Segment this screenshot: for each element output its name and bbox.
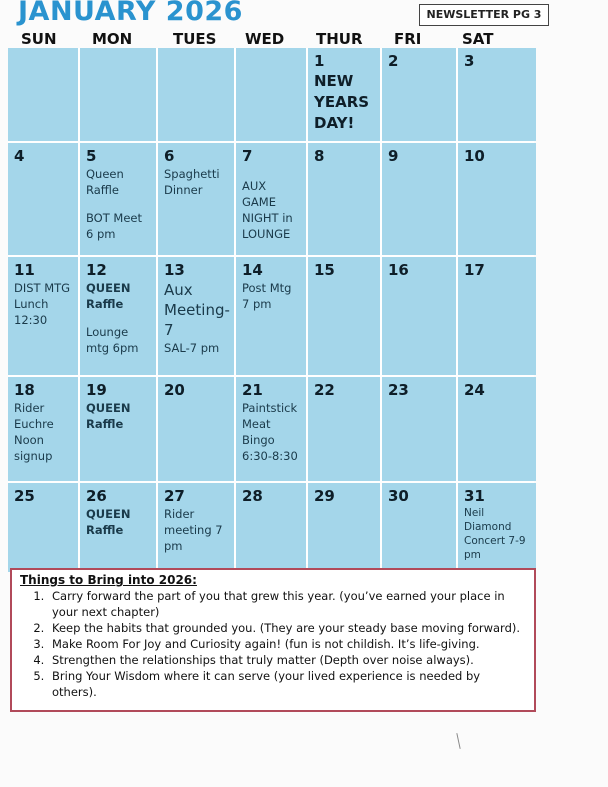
calendar-day-cell: [80, 48, 156, 141]
day-number: 5: [86, 147, 97, 165]
event-text: Queen Raffle: [86, 167, 124, 197]
newsletter-page-badge: NEWSLETTER PG 3: [419, 4, 549, 26]
event-text: QUEEN Raffle: [86, 401, 131, 431]
event-text: Post Mtg 7 pm: [242, 281, 292, 311]
calendar-day-cell: [158, 48, 234, 141]
day-number: 4: [14, 147, 25, 165]
calendar-day-cell: [458, 257, 536, 375]
event-text: BOT Meet 6 pm: [86, 211, 143, 241]
day-number: 6: [164, 147, 175, 165]
things-to-bring-box: [10, 568, 536, 712]
day-number: 18: [14, 381, 35, 399]
day-number: 12: [86, 261, 107, 279]
calendar-day-cell: [80, 257, 156, 375]
day-number: 7: [242, 147, 253, 165]
event-text: Spaghetti Dinner: [164, 167, 220, 197]
weekday-mon: MON: [92, 30, 133, 48]
event-text: NEW YEARS DAY!: [314, 72, 370, 132]
calendar-day-cell: [458, 143, 536, 255]
list-item: 3. Make Room For Joy and Curiosity again! (fun is not childish. It’s life-giving.: [48, 636, 526, 652]
event-spacer: [86, 198, 151, 210]
day-number: 14: [242, 261, 263, 279]
calendar-day-cell: [382, 257, 456, 375]
calendar-day-cell: [382, 483, 456, 572]
calendar-day-cell: [308, 48, 380, 141]
calendar-day-cell: [308, 483, 380, 572]
day-number: 20: [164, 381, 185, 399]
event-text: Paintstick Meat Bingo 6:30-8:30: [242, 401, 298, 463]
day-number: 1: [314, 52, 325, 70]
day-number: 26: [86, 487, 107, 505]
calendar-day-cell: [308, 377, 380, 481]
event-text: Rider Euchre Noon signup: [14, 401, 54, 463]
calendar-day-cell: [458, 483, 536, 572]
weekday-thur: THUR: [316, 30, 363, 48]
calendar-day-cell: [382, 377, 456, 481]
calendar-grid: [8, 48, 534, 564]
event-spacer: [86, 312, 151, 324]
event-text: Rider meeting 7 pm: [164, 507, 223, 553]
calendar-day-cell: [158, 483, 234, 572]
calendar-day-cell: [80, 483, 156, 572]
day-number: 22: [314, 381, 335, 399]
weekday-sat: SAT: [462, 30, 494, 48]
day-number: 17: [464, 261, 485, 279]
event-text: Neil Diamond Concert 7-9 pm: [464, 507, 526, 561]
list-item: 2. Keep the habits that grounded you. (They are your steady base moving forward).: [48, 620, 526, 636]
list-item: 5. Bring Your Wisdom where it can serve (your lived experience is needed by others).: [48, 668, 526, 700]
day-number: 10: [464, 147, 485, 165]
event-text: AUX GAME NIGHT in LOUNGE: [242, 179, 293, 241]
calendar-day-cell: [236, 377, 306, 481]
day-number: 29: [314, 487, 335, 505]
event-text: Lounge mtg 6pm: [86, 325, 139, 355]
things-heading: Things to Bring into 2026:: [20, 573, 197, 587]
calendar-day-cell: [158, 257, 234, 375]
calendar-day-cell: [8, 483, 78, 572]
weekday-tues: TUES: [173, 30, 217, 48]
event-text: QUEEN Raffle: [86, 281, 131, 311]
calendar-day-cell: [8, 48, 78, 141]
calendar-day-cell: [382, 48, 456, 141]
calendar-day-cell: [158, 143, 234, 255]
calendar-day-cell: [236, 483, 306, 572]
calendar-day-cell: [158, 377, 234, 481]
day-number: 16: [388, 261, 409, 279]
calendar-day-cell: [8, 257, 78, 375]
event-text: QUEEN Raffle: [86, 507, 131, 537]
pen-mark: [456, 733, 460, 749]
day-number: 28: [242, 487, 263, 505]
day-number: 25: [14, 487, 35, 505]
event-spacer: [242, 166, 301, 178]
day-number: 21: [242, 381, 263, 399]
calendar-day-cell: [458, 377, 536, 481]
day-number: 30: [388, 487, 409, 505]
things-list: [20, 588, 526, 700]
event-text: Aux Meeting-7: [164, 281, 230, 339]
weekday-sun: SUN: [21, 30, 57, 48]
calendar-day-cell: [80, 377, 156, 481]
weekday-header-row: [0, 30, 608, 48]
calendar-day-cell: [80, 143, 156, 255]
calendar-day-cell: [8, 377, 78, 481]
list-item: 1. Carry forward the part of you that grew this year. (you’ve earned your place in your next chapter): [48, 588, 526, 620]
day-number: 9: [388, 147, 399, 165]
day-number: 27: [164, 487, 185, 505]
day-number: 31: [464, 487, 485, 505]
day-number: 23: [388, 381, 409, 399]
day-number: 24: [464, 381, 485, 399]
day-number: 3: [464, 52, 475, 70]
day-number: 11: [14, 261, 35, 279]
day-number: 13: [164, 261, 185, 279]
calendar-day-cell: [236, 143, 306, 255]
calendar-day-cell: [382, 143, 456, 255]
calendar-day-cell: [8, 143, 78, 255]
weekday-wed: WED: [245, 30, 285, 48]
calendar-day-cell: [236, 257, 306, 375]
page-title: JANUARY 2026: [18, 0, 243, 27]
calendar-day-cell: [458, 48, 536, 141]
calendar-day-cell: [308, 257, 380, 375]
day-number: 15: [314, 261, 335, 279]
calendar-day-cell: [236, 48, 306, 141]
weekday-fri: FRI: [394, 30, 422, 48]
list-item: 4. Strengthen the relationships that truly matter (Depth over noise always).: [48, 652, 526, 668]
calendar-day-cell: [308, 143, 380, 255]
event-text: SAL-7 pm: [164, 341, 220, 355]
day-number: 2: [388, 52, 399, 70]
event-text: DIST MTG Lunch 12:30: [14, 281, 71, 327]
day-number: 19: [86, 381, 107, 399]
day-number: 8: [314, 147, 325, 165]
